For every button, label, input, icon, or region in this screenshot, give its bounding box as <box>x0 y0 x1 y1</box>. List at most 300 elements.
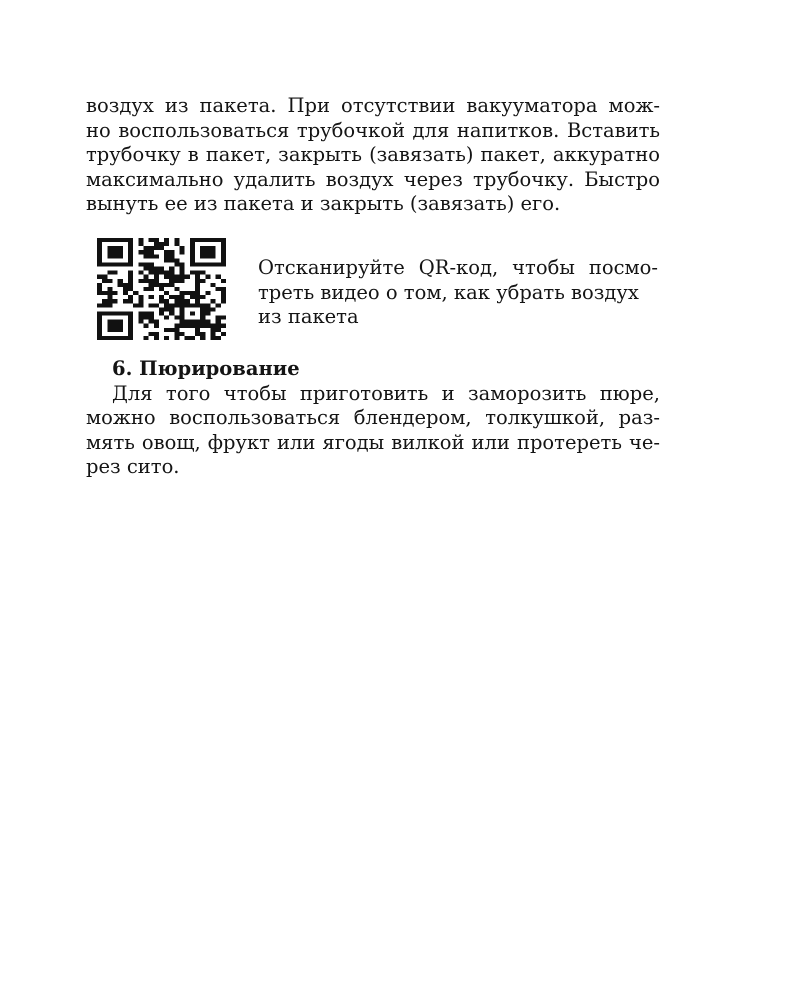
qr-module <box>190 336 195 340</box>
qr-module <box>107 250 112 254</box>
qr-module <box>169 267 174 271</box>
qr-module <box>128 238 133 242</box>
qr-module <box>97 324 102 328</box>
qr-module <box>195 328 200 332</box>
qr-module <box>200 336 205 340</box>
qr-caption <box>258 256 658 330</box>
qr-module <box>221 279 226 283</box>
qr-module <box>128 242 133 246</box>
qr-module <box>164 299 169 303</box>
qr-module <box>97 283 102 287</box>
qr-module <box>205 262 210 266</box>
qr-module <box>97 254 102 258</box>
qr-module <box>169 311 174 315</box>
qr-module <box>138 320 143 324</box>
qr-module <box>107 299 112 303</box>
qr-module <box>174 258 179 262</box>
qr-module <box>174 303 179 307</box>
qr-module <box>112 336 117 340</box>
qr-module <box>169 283 174 287</box>
qr-module <box>221 332 226 336</box>
qr-module <box>123 291 128 295</box>
qr-module <box>112 291 117 295</box>
qr-module <box>211 328 216 332</box>
qr-module <box>128 283 133 287</box>
qr-module <box>143 336 148 340</box>
qr-module <box>128 336 133 340</box>
qr-module <box>128 299 133 303</box>
qr-module <box>180 299 185 303</box>
qr-module <box>185 336 190 340</box>
qr-module <box>154 246 159 250</box>
qr-module <box>190 291 195 295</box>
qr-module <box>164 250 169 254</box>
qr-module <box>149 262 154 266</box>
qr-module <box>143 316 148 320</box>
qr-module <box>97 303 102 307</box>
qr-module <box>97 275 102 279</box>
qr-module <box>112 320 117 324</box>
qr-module <box>143 287 148 291</box>
qr-module <box>216 328 221 332</box>
qr-module <box>164 328 169 332</box>
qr-module <box>195 238 200 242</box>
qr-module <box>107 303 112 307</box>
qr-module <box>205 275 210 279</box>
qr-module <box>164 291 169 295</box>
qr-module <box>143 279 148 283</box>
qr-module <box>149 320 154 324</box>
qr-module <box>190 254 195 258</box>
qr-module <box>133 291 138 295</box>
qr-module <box>200 311 205 315</box>
qr-module <box>128 254 133 258</box>
qr-module <box>169 254 174 258</box>
qr-module <box>205 246 210 250</box>
qr-module <box>221 262 226 266</box>
qr-module <box>180 267 185 271</box>
qr-module <box>102 279 107 283</box>
qr-module <box>211 283 216 287</box>
qr-module <box>200 307 205 311</box>
qr-module <box>211 262 216 266</box>
qr-module <box>118 279 123 283</box>
qr-module <box>185 291 190 295</box>
qr-module <box>97 246 102 250</box>
qr-module <box>112 299 117 303</box>
qr-module <box>118 328 123 332</box>
qr-module <box>154 324 159 328</box>
qr-module <box>128 328 133 332</box>
qr-module <box>185 299 190 303</box>
qr-module <box>118 238 123 242</box>
qr-module <box>138 271 143 275</box>
qr-module <box>190 271 195 275</box>
qr-module <box>190 320 195 324</box>
qr-module <box>143 250 148 254</box>
qr-module <box>149 316 154 320</box>
qr-module <box>195 320 200 324</box>
qr-module <box>190 262 195 266</box>
qr-module <box>216 262 221 266</box>
qr-module <box>112 254 117 258</box>
qr-module <box>112 250 117 254</box>
qr-module <box>169 279 174 283</box>
qr-module <box>164 307 169 311</box>
qr-module <box>128 258 133 262</box>
qr-module <box>107 262 112 266</box>
qr-module <box>112 246 117 250</box>
qr-module <box>190 295 195 299</box>
qr-module <box>221 291 226 295</box>
qr-module <box>97 311 102 315</box>
qr-module <box>221 316 226 320</box>
qr-module <box>180 291 185 295</box>
paragraph-vacuum <box>86 94 660 217</box>
qr-module <box>159 242 164 246</box>
qr-module <box>205 250 210 254</box>
section-pureeing <box>86 357 660 480</box>
qr-caption-line: треть видео о том, как убрать воздух <box>258 280 639 304</box>
qr-module <box>205 291 210 295</box>
qr-module <box>107 271 112 275</box>
qr-module <box>154 279 159 283</box>
qr-module <box>205 311 210 315</box>
qr-module <box>174 238 179 242</box>
qr-module <box>174 275 179 279</box>
qr-module <box>169 258 174 262</box>
qr-module <box>185 303 190 307</box>
qr-module <box>216 336 221 340</box>
qr-module <box>164 316 169 320</box>
qr-module <box>138 303 143 307</box>
qr-module <box>149 238 154 242</box>
qr-module <box>221 299 226 303</box>
text-line: мять овощ, фрукт или ягоды вилкой или протереть че- <box>86 430 660 454</box>
qr-module <box>221 250 226 254</box>
qr-module <box>118 324 123 328</box>
qr-module <box>123 283 128 287</box>
qr-module <box>97 316 102 320</box>
qr-module <box>118 320 123 324</box>
qr-module <box>200 271 205 275</box>
qr-module <box>128 324 133 328</box>
qr-module <box>164 303 169 307</box>
qr-module <box>128 287 133 291</box>
qr-module <box>211 238 216 242</box>
qr-module <box>154 332 159 336</box>
qr-module <box>107 238 112 242</box>
qr-module <box>154 254 159 258</box>
qr-module <box>97 332 102 336</box>
qr-module <box>149 287 154 291</box>
qr-module <box>221 238 226 242</box>
qr-module <box>211 324 216 328</box>
qr-module <box>154 271 159 275</box>
qr-module <box>195 262 200 266</box>
qr-module <box>200 262 205 266</box>
qr-module <box>200 279 205 283</box>
qr-module <box>211 246 216 250</box>
qr-module <box>149 311 154 315</box>
qr-module <box>107 246 112 250</box>
qr-module <box>205 324 210 328</box>
qr-module <box>102 238 107 242</box>
qr-module <box>97 238 102 242</box>
qr-module <box>185 275 190 279</box>
qr-module <box>216 324 221 328</box>
qr-module <box>97 291 102 295</box>
qr-module <box>123 336 128 340</box>
qr-module <box>221 295 226 299</box>
qr-module <box>138 238 143 242</box>
qr-module <box>169 303 174 307</box>
qr-module <box>118 262 123 266</box>
qr-module <box>216 238 221 242</box>
qr-module <box>154 283 159 287</box>
qr-module <box>164 283 169 287</box>
qr-module <box>190 250 195 254</box>
qr-module <box>200 303 205 307</box>
qr-module <box>97 320 102 324</box>
qr-module <box>205 238 210 242</box>
qr-module <box>97 262 102 266</box>
qr-module <box>205 307 210 311</box>
qr-module <box>195 283 200 287</box>
qr-module <box>107 254 112 258</box>
qr-module <box>102 336 107 340</box>
qr-module <box>185 324 190 328</box>
qr-module <box>143 254 148 258</box>
qr-module <box>102 311 107 315</box>
section-heading: 6. Пюрирование <box>112 357 300 380</box>
qr-module <box>118 336 123 340</box>
qr-module <box>138 279 143 283</box>
qr-module <box>102 262 107 266</box>
qr-module <box>128 320 133 324</box>
qr-module <box>102 275 107 279</box>
qr-module <box>102 291 107 295</box>
qr-module <box>143 311 148 315</box>
qr-module <box>180 275 185 279</box>
qr-module <box>128 279 133 283</box>
qr-module <box>205 320 210 324</box>
qr-module <box>123 238 128 242</box>
qr-module <box>211 254 216 258</box>
qr-module <box>128 332 133 336</box>
qr-module <box>169 295 174 299</box>
qr-module <box>102 299 107 303</box>
qr-module <box>128 275 133 279</box>
text-line: трубочку в пакет, закрыть (завязать) пакет, аккуратно <box>86 143 660 166</box>
qr-module <box>154 238 159 242</box>
qr-module <box>107 279 112 283</box>
qr-module <box>143 275 148 279</box>
qr-module <box>112 262 117 266</box>
qr-module <box>195 275 200 279</box>
qr-module <box>149 271 154 275</box>
qr-module <box>211 299 216 303</box>
qr-module <box>164 254 169 258</box>
qr-block <box>97 238 657 342</box>
text-line: вынуть ее из пакета и закрыть (завязать) его. <box>86 192 561 215</box>
qr-module <box>123 299 128 303</box>
qr-module <box>154 267 159 271</box>
qr-module <box>195 303 200 307</box>
qr-module <box>164 242 169 246</box>
qr-module <box>169 275 174 279</box>
qr-module <box>149 295 154 299</box>
qr-module <box>107 291 112 295</box>
text-line: рез сито. <box>86 455 180 478</box>
qr-module <box>118 254 123 258</box>
qr-module <box>216 320 221 324</box>
qr-caption-line: из пакета <box>258 305 359 328</box>
qr-module <box>195 332 200 336</box>
qr-module <box>195 299 200 303</box>
qr-module <box>195 291 200 295</box>
qr-module <box>149 254 154 258</box>
qr-module <box>180 332 185 336</box>
qr-module <box>154 320 159 324</box>
qr-module <box>138 242 143 246</box>
qr-module <box>221 246 226 250</box>
qr-module <box>133 303 138 307</box>
qr-module <box>180 250 185 254</box>
qr-module <box>123 311 128 315</box>
qr-module <box>118 283 123 287</box>
qr-module <box>112 311 117 315</box>
qr-module <box>154 275 159 279</box>
qr-module <box>180 324 185 328</box>
qr-module <box>118 311 123 315</box>
qr-module <box>190 246 195 250</box>
qr-module <box>143 267 148 271</box>
qr-module <box>174 287 179 291</box>
qr-module <box>221 287 226 291</box>
qr-module <box>211 332 216 336</box>
text-line: но воспользоваться трубочкой для напитков. Вставить <box>86 118 660 142</box>
qr-module <box>138 262 143 266</box>
qr-module <box>174 324 179 328</box>
qr-module <box>128 271 133 275</box>
qr-module <box>221 258 226 262</box>
qr-module <box>97 328 102 332</box>
qr-module <box>216 316 221 320</box>
qr-module <box>128 250 133 254</box>
qr-module <box>180 316 185 320</box>
qr-module <box>200 332 205 336</box>
qr-module <box>159 295 164 299</box>
qr-module <box>102 303 107 307</box>
qr-module <box>138 250 143 254</box>
qr-module <box>107 320 112 324</box>
qr-module <box>97 258 102 262</box>
qr-module <box>211 307 216 311</box>
qr-module <box>164 275 169 279</box>
qr-module <box>149 283 154 287</box>
qr-module <box>180 271 185 275</box>
qr-module <box>149 332 154 336</box>
text-line: воздух из пакета. При отсутствии вакууматора мож- <box>86 94 660 117</box>
qr-module <box>216 275 221 279</box>
qr-module <box>118 250 123 254</box>
qr-module <box>190 242 195 246</box>
qr-module <box>195 287 200 291</box>
qr-module <box>118 246 123 250</box>
qr-module <box>211 250 216 254</box>
qr-module <box>138 299 143 303</box>
qr-module <box>190 311 195 315</box>
qr-module <box>112 238 117 242</box>
qr-module <box>164 258 169 262</box>
qr-module <box>174 262 179 266</box>
qr-module <box>174 279 179 283</box>
qr-module <box>211 336 216 340</box>
qr-module <box>180 311 185 315</box>
qr-module <box>180 262 185 266</box>
qr-module <box>159 271 164 275</box>
qr-module <box>128 316 133 320</box>
qr-module <box>123 287 128 291</box>
qr-module <box>149 279 154 283</box>
qr-module <box>143 246 148 250</box>
qr-module <box>143 262 148 266</box>
qr-module <box>107 287 112 291</box>
qr-module <box>159 283 164 287</box>
qr-module <box>190 324 195 328</box>
qr-module <box>107 311 112 315</box>
qr-module <box>200 316 205 320</box>
qr-module <box>180 295 185 299</box>
qr-module <box>190 238 195 242</box>
text-line: Для того чтобы приготовить и заморозить пюре, <box>112 381 660 405</box>
qr-module <box>216 287 221 291</box>
qr-module <box>164 238 169 242</box>
qr-module <box>174 299 179 303</box>
qr-module <box>149 250 154 254</box>
qr-module <box>195 271 200 275</box>
qr-module <box>190 303 195 307</box>
qr-module <box>174 328 179 332</box>
qr-module <box>159 307 164 311</box>
qr-module <box>149 246 154 250</box>
qr-module <box>180 307 185 311</box>
text-line: можно воспользоваться блендером, толкушкой, раз- <box>86 406 660 429</box>
qr-module <box>174 295 179 299</box>
qr-module <box>159 246 164 250</box>
qr-module <box>174 332 179 336</box>
qr-module <box>205 303 210 307</box>
qr-module <box>180 279 185 283</box>
qr-module <box>154 303 159 307</box>
qr-code-icon[interactable] <box>97 238 226 340</box>
qr-module <box>174 242 179 246</box>
qr-module <box>169 250 174 254</box>
qr-module <box>180 320 185 324</box>
qr-module <box>195 324 200 328</box>
qr-module <box>97 250 102 254</box>
qr-module <box>169 328 174 332</box>
qr-module <box>164 271 169 275</box>
text-line: максимально удалить воздух через трубочку. Быстро <box>86 167 660 191</box>
qr-module <box>205 254 210 258</box>
qr-module <box>149 267 154 271</box>
qr-module <box>195 279 200 283</box>
qr-module <box>200 324 205 328</box>
qr-module <box>128 295 133 299</box>
qr-module <box>200 254 205 258</box>
